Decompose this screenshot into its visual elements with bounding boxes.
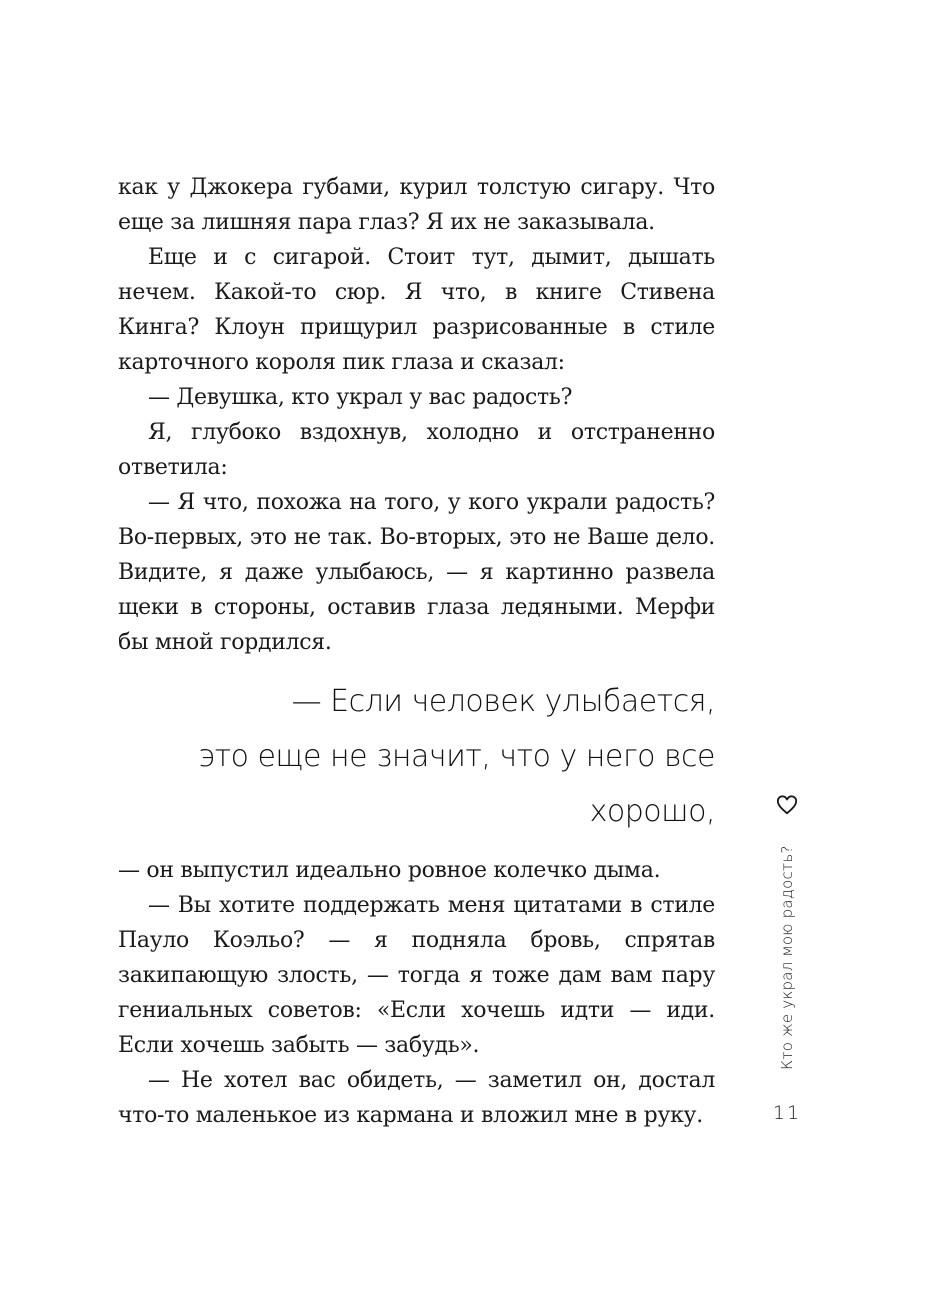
pull-quote	[155, 674, 715, 839]
paragraph: Я, глубоко вздохнув, холодно и отстраненно ответила:	[118, 420, 715, 480]
page-number: 11	[772, 1102, 802, 1124]
paragraph: как у Джокера губами, курил толстую сигару. Что еще за лишняя пара глаз? Я их не заказывала.	[118, 175, 715, 235]
paragraph: — Не хотел вас обидеть, — заметил он, достал что-то маленькое из кармана и вложил мне в руку.	[118, 1068, 715, 1128]
quote-line: — Если человек улыбается,	[291, 684, 715, 719]
paragraph: — Девушка, кто украл у вас радость?	[148, 385, 573, 410]
heart-icon	[776, 794, 798, 816]
paragraph: Еще и с сигарой. Стоит тут, дымит, дышать нечем. Какой-то сюр. Я что, в книге Стивена Кинга? Клоун прищурил разрисованные в стиле карточного короля пик глаза и сказал:	[118, 245, 715, 375]
paragraph: — Я что, похожа на того, у кого украли радость? Во-первых, это не так. Во-вторых, это не Ваше дело. Видите, я даже улыбаюсь, — я картинно развела щеки в стороны, оставив глаза ледяными. Мерфи бы мной гордился.	[118, 490, 715, 655]
page-sidebar	[762, 780, 812, 1140]
body-text-bottom	[118, 853, 715, 1133]
paragraph: — Вы хотите поддержать меня цитатами в стиле Пауло Коэльо? — я подняла бровь, спрятав закипающую злость, — тогда я тоже дам вам пару гениальных советов: «Если хочешь идти — иди. Если хочешь забыть — забудь».	[118, 893, 715, 1058]
paragraph: — он выпустил идеально ровное колечко дыма.	[118, 858, 661, 883]
quote-line: хорошо,	[589, 794, 715, 829]
running-title: Кто же украл мою радость?	[778, 845, 796, 1070]
body-text-top	[118, 170, 715, 660]
quote-line: это еще не значит, что у него все	[198, 739, 715, 774]
